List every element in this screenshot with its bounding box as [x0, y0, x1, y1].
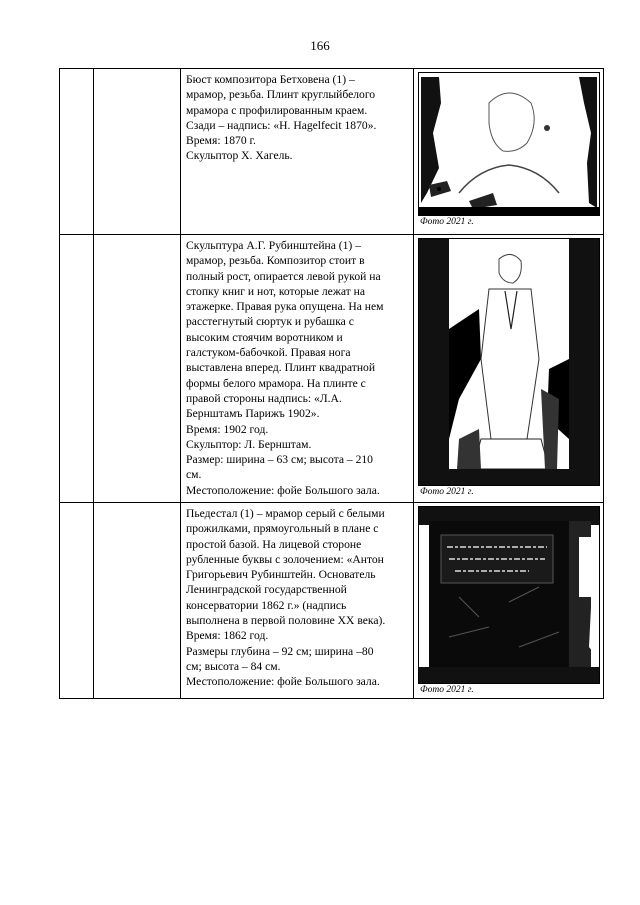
- object-description: Бюст композитора Бетховена (1) – мрамор, резьба. Плинт круглыйбелого мрамора с профилированным краем. Сзади – надпись: «H. Hagelfecit 1870». Время: 1870 г. Скульптор Х. Хагель.: [186, 73, 377, 163]
- page-number: 166: [310, 38, 330, 53]
- cell-number: [60, 69, 94, 235]
- cell-category: [94, 235, 181, 503]
- photo-beethoven-bust: [418, 72, 600, 216]
- cell-photo: [414, 235, 604, 503]
- photo-rubinstein-statue: [418, 238, 600, 486]
- cell-category: [94, 69, 181, 235]
- object-description: Скульптура А.Г. Рубинштейна (1) – мрамор, резьба. Композитор стоит в полный рост, опирается левой рукой на стопку книг и нот, которые лежат на этажерке. Правая рука опущена. На нем расстегнутый сюртук и рубашка с высоким стоячим воротником и галстуком-бабочкой. Правая нога выставлена вперед. Плинт квадратной формы белого мрамора. На плинте с правой стороны надпись: «Л.А. Бернштамъ Парижъ 1902». Время: 1902 год. Скульптор: Л. Бернштам. Размер: ширина – 63 см; высота – 210 см. Местоположение: фойе Большого зала.: [186, 239, 384, 497]
- registry-table: [59, 68, 604, 699]
- cell-number: [60, 235, 94, 503]
- table-row: [60, 503, 604, 699]
- photo-caption: Фото 2021 г.: [420, 487, 474, 497]
- cell-description: [181, 235, 414, 503]
- cell-description: [181, 69, 414, 235]
- cell-category: [94, 503, 181, 699]
- photo-pedestal: [418, 506, 600, 684]
- table-row: [60, 69, 604, 235]
- cell-number: [60, 503, 94, 699]
- cell-description: [181, 503, 414, 699]
- table-row: [60, 235, 604, 503]
- cell-photo: [414, 69, 604, 235]
- cell-photo: [414, 503, 604, 699]
- photo-caption: Фото 2021 г.: [420, 217, 474, 227]
- photo-caption: Фото 2021 г.: [420, 685, 474, 695]
- object-description: Пьедестал (1) – мрамор серый с белыми прожилками, прямоугольный в плане с простой базой. На лицевой стороне рубленные буквы с золочением: «Антон Григорьевич Рубинштейн. Основатель Ленинградской государственной консерватории 1862 г.» (надпись выполнена в первой половине XX века). Время: 1862 год. Размеры глубина – 92 см; ширина –80 см; высота – 84 см. Местоположение: фойе Большого зала.: [186, 507, 386, 689]
